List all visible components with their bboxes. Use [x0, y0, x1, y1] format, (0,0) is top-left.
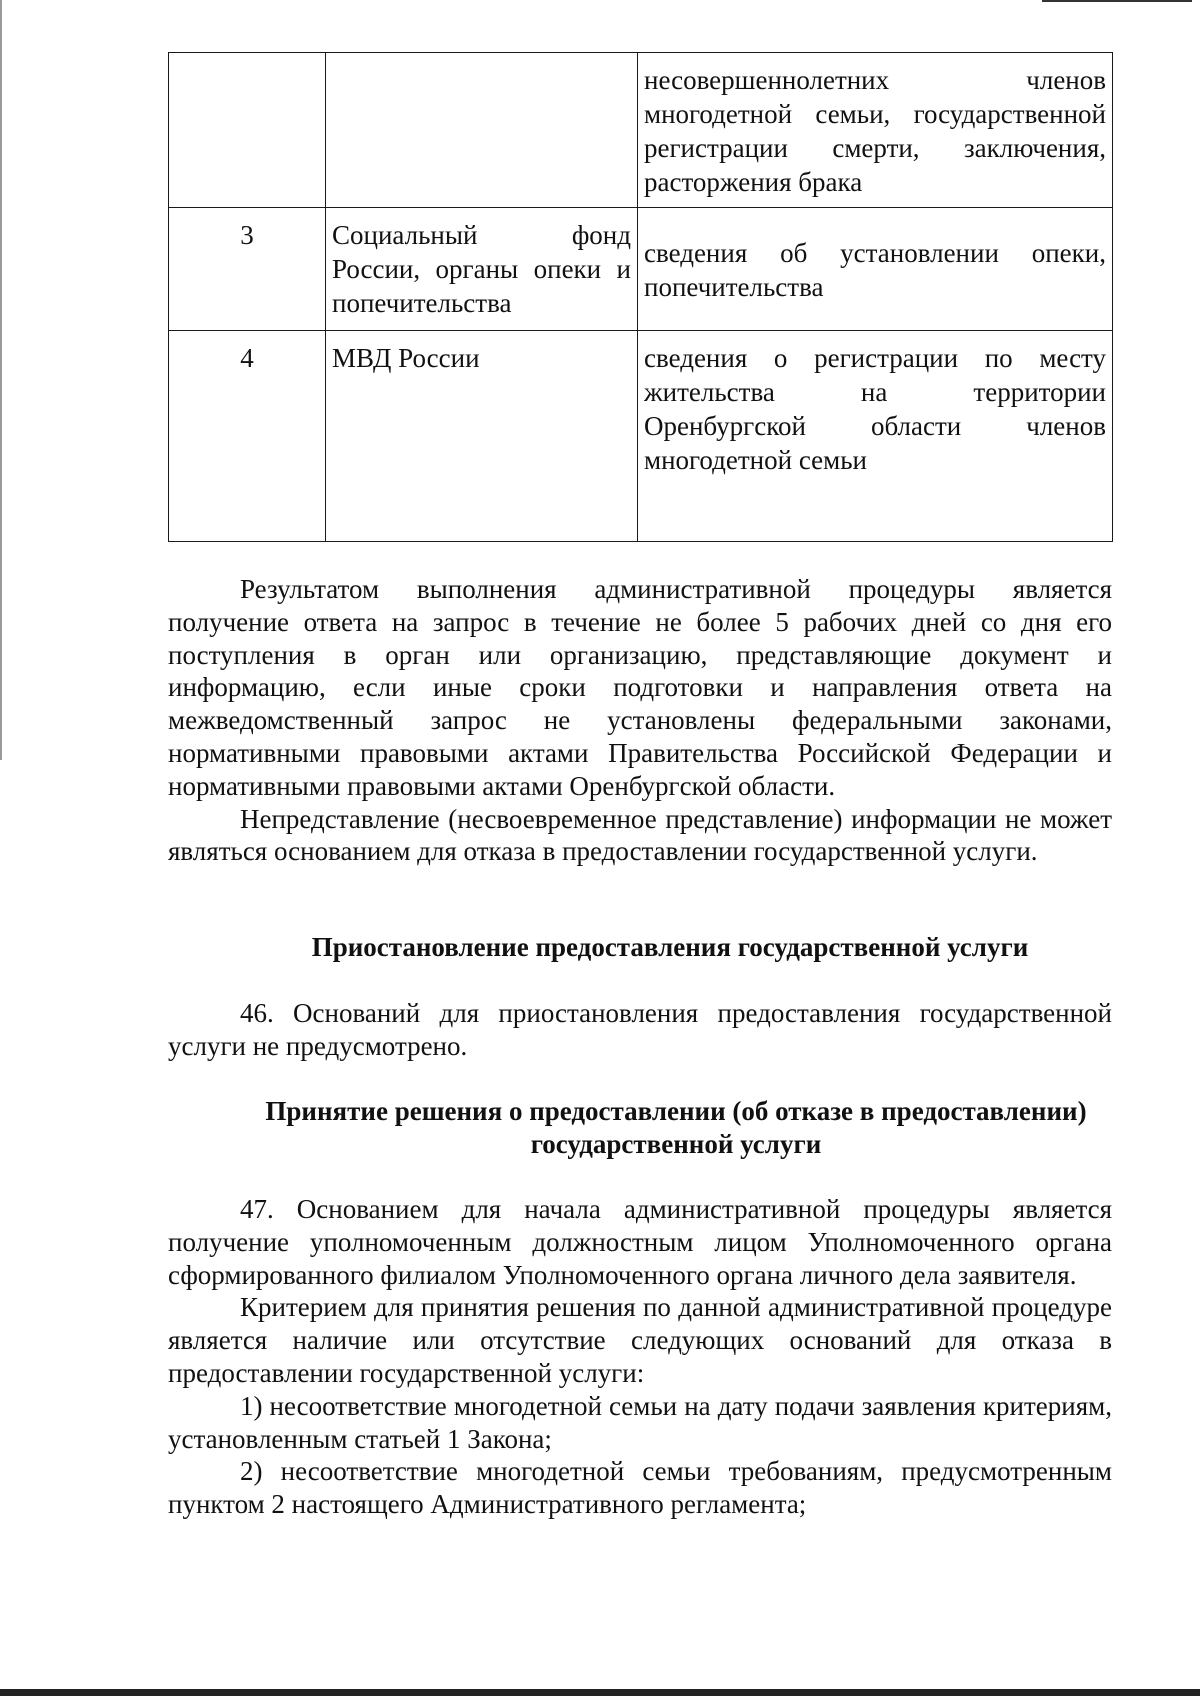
agency-info-table [168, 52, 1113, 542]
scan-edge-top [0, 0, 1200, 4]
item-46-block [168, 997, 1112, 1063]
table-row [169, 208, 1113, 331]
item-47-paragraph: 47. Основанием для начала административной процедуры является получение уполномоченным должностным лицом Уполномоченного органа сформированного филиалом Уполномоченного органа личного дела заявителя. [168, 1194, 1112, 1290]
section-heading-suspension: Приостановление предоставления государственной услуги [311, 932, 1029, 962]
item-46-paragraph: 46. Оснований для приостановления предоставления государственной услуги не предусмотрено. [168, 998, 1112, 1061]
table-row [169, 331, 1113, 542]
criterion-paragraph: Критерием для принятия решения по данной административной процедуре является наличие или отсутствие следующих оснований для отказа в предоставлении государственной услуги: [168, 1292, 1112, 1388]
non-provision-paragraph: Непредставление (несвоевременное представление) информации не может являться основанием для отказа в предоставлении государственной услуги. [168, 803, 1112, 867]
row-number-cell: 4 [169, 331, 326, 542]
agency-cell: Социальный фонд России, органы опеки и попечительства [326, 208, 638, 331]
agency-cell [326, 53, 638, 208]
decision-heading-block [168, 1095, 1112, 1161]
refusal-reason-item: 1) несоответствие многодетной семьи на дату подачи заявления критериям, установленным статьей 1 Закона; [168, 1390, 1112, 1454]
table-row [169, 53, 1113, 208]
scan-edge-bottom [0, 1689, 1200, 1696]
row-number-cell [169, 53, 326, 208]
result-block [168, 573, 1112, 868]
info-cell: сведения об установлении опеки, попечительства [638, 208, 1113, 331]
agency-cell: МВД России [326, 331, 638, 542]
result-paragraph: Результатом выполнения административной процедуры является получение ответа на запрос в течение не более 5 рабочих дней со дня его поступления в орган или организацию, представляющие документ и информацию, если иные сроки подготовки и направления ответа на межведомственный запрос не установлены федеральными законами, нормативными правовыми актами Правительства Российской Федерации и нормативными правовыми актами Оренбургской области. [168, 574, 1112, 801]
row-number-cell: 3 [169, 208, 326, 331]
refusal-reason-item: 2) несоответствие многодетной семьи требованиям, предусмотренным пунктом 2 настоящего Административного регламента; [168, 1456, 1112, 1520]
info-cell: несовершеннолетних членов многодетной семьи, государственной регистрации смерти, заключения, расторжения брака [638, 53, 1113, 208]
scan-mark [1042, 0, 1192, 2]
info-cell: сведения о регистрации по месту жительства на территории Оренбургской области членов многодетной семьи [638, 331, 1113, 542]
item-47-block [168, 1193, 1112, 1521]
suspension-heading-block [168, 931, 1112, 964]
section-heading-decision: Принятие решения о предоставлении (об отказе в предоставлении) государственной услуги [265, 1096, 1087, 1159]
scan-edge-left [0, 0, 2, 760]
